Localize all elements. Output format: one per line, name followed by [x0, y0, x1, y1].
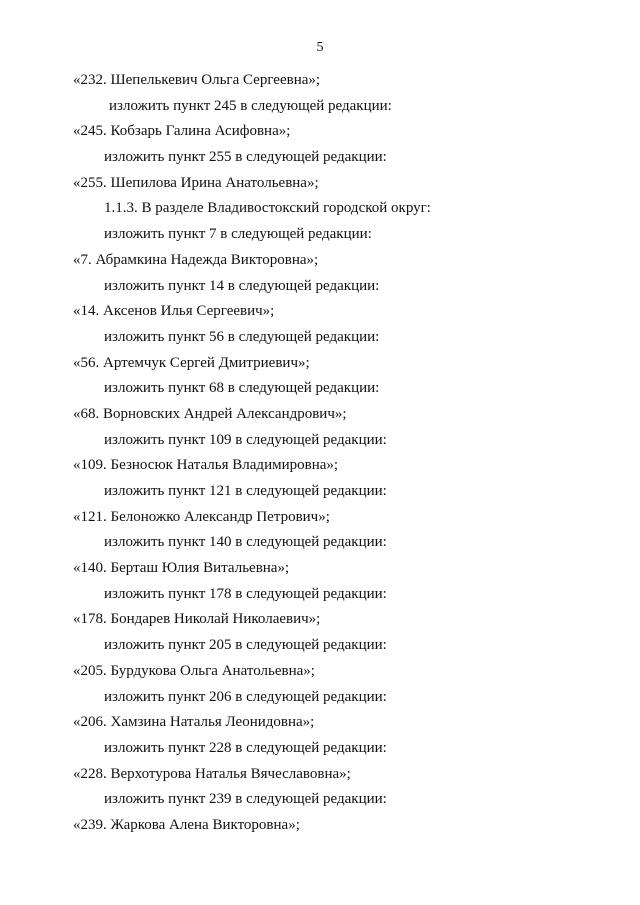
- amendment-instruction: изложить пункт 56 в следующей редакции:: [104, 328, 380, 345]
- amendment-instruction: изложить пункт 109 в следующей редакции:: [104, 431, 387, 448]
- amendment-instruction: изложить пункт 178 в следующей редакции:: [104, 585, 387, 602]
- list-entry: «245. Кобзарь Галина Асифовна»;: [73, 123, 291, 140]
- amendment-instruction: изложить пункт 7 в следующей редакции:: [104, 226, 372, 243]
- amendment-instruction: изложить пункт 206 в следующей редакции:: [104, 688, 387, 705]
- list-entry: «228. Верхотурова Наталья Вячеславовна»;: [73, 765, 351, 782]
- amendment-instruction: изложить пункт 140 в следующей редакции:: [104, 534, 387, 551]
- amendment-instruction: изложить пункт 68 в следующей редакции:: [104, 380, 380, 397]
- list-entry: «239. Жаркова Алена Викторовна»;: [73, 816, 300, 833]
- list-entry: «232. Шепелькевич Ольга Сергеевна»;: [73, 72, 321, 88]
- list-entry: «14. Аксенов Илья Сергеевич»;: [73, 303, 275, 320]
- amendment-instruction: изложить пункт 121 в следующей редакции:: [104, 483, 387, 499]
- list-entry: «7. Абрамкина Надежда Викторовна»;: [73, 251, 319, 268]
- document-body: [0, 68, 640, 839]
- list-entry: «140. Берташ Юлия Витальевна»;: [73, 560, 290, 577]
- list-entry: «109. Безносюк Наталья Владимировна»;: [73, 457, 339, 474]
- list-entry: «205. Бурдукова Ольга Анатольевна»;: [73, 662, 315, 679]
- list-entry: «121. Белоножко Александр Петрович»;: [73, 508, 330, 525]
- amendment-instruction: изложить пункт 228 в следующей редакции:: [104, 739, 387, 756]
- page-number: 5: [316, 40, 324, 55]
- list-entry: «178. Бондарев Николай Николаевич»;: [73, 611, 321, 628]
- amendment-instruction: изложить пункт 205 в следующей редакции:: [104, 637, 387, 654]
- list-entry: «56. Артемчук Сергей Дмитриевич»;: [73, 354, 310, 371]
- list-entry: «206. Хамзина Наталья Леонидовна»;: [73, 714, 315, 731]
- list-entry: «255. Шепилова Ирина Анатольевна»;: [73, 174, 319, 191]
- amendment-instruction: изложить пункт 239 в следующей редакции:: [104, 791, 387, 808]
- amendment-instruction: изложить пункт 245 в следующей редакции:: [109, 97, 392, 114]
- amendment-instruction: изложить пункт 14 в следующей редакции:: [104, 277, 380, 294]
- amendment-instruction: изложить пункт 255 в следующей редакции:: [104, 149, 387, 166]
- section-heading: 1.1.3. В разделе Владивостокский городской округ:: [104, 200, 431, 217]
- list-entry: «68. Ворновских Андрей Александрович»;: [73, 405, 347, 422]
